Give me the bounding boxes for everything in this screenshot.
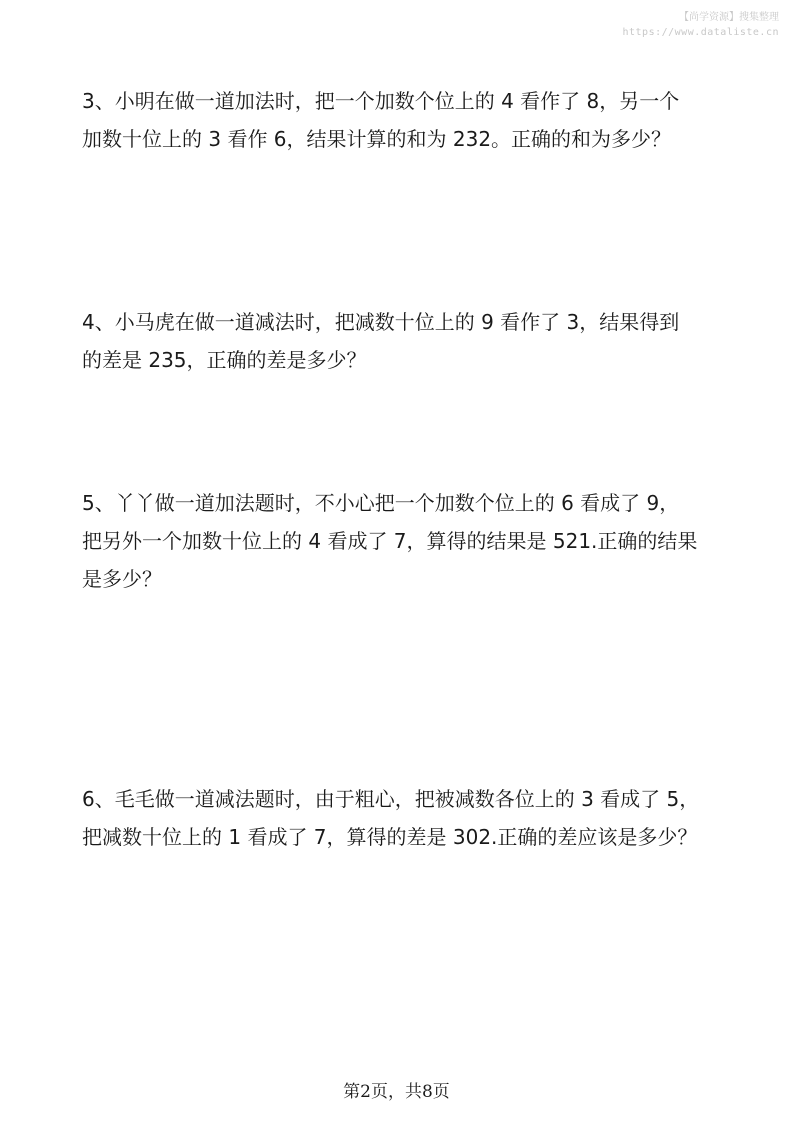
question-line: 3、小明在做一道加法时，把一个加数个位上的 4 看作了 8，另一个 [82,89,680,113]
question-line: 的差是 235，正确的差是多少？ [82,348,367,372]
watermark [623,10,780,40]
question-6 [82,780,722,856]
question-line: 是多少？ [82,567,162,591]
question-line: 把减数十位上的 1 看成了 7，算得的差是 302.正确的差应该是多少？ [82,825,698,849]
question-5 [82,484,722,598]
question-line: 把另外一个加数十位上的 4 看成了 7，算得的结果是 521.正确的结果 [82,529,698,553]
page-number-footer: 第2页，共8页 [343,1082,450,1102]
watermark-url-text: https://www.dataliste.cn [622,27,779,38]
watermark-source-text: 【尚学资源】搜集整理 [679,12,779,23]
question-line: 加数十位上的 3 看作 6，结果计算的和为 232。正确的和为多少？ [82,127,672,151]
question-3 [82,82,722,158]
question-line: 5、丫丫做一道加法题时，不小心把一个加数个位上的 6 看成了 9， [82,491,680,515]
question-4 [82,303,722,379]
question-line: 4、小马虎在做一道减法时，把减数十位上的 9 看作了 3，结果得到 [82,310,680,334]
question-line: 6、毛毛做一道减法题时，由于粗心，把被减数各位上的 3 看成了 5， [82,787,700,811]
